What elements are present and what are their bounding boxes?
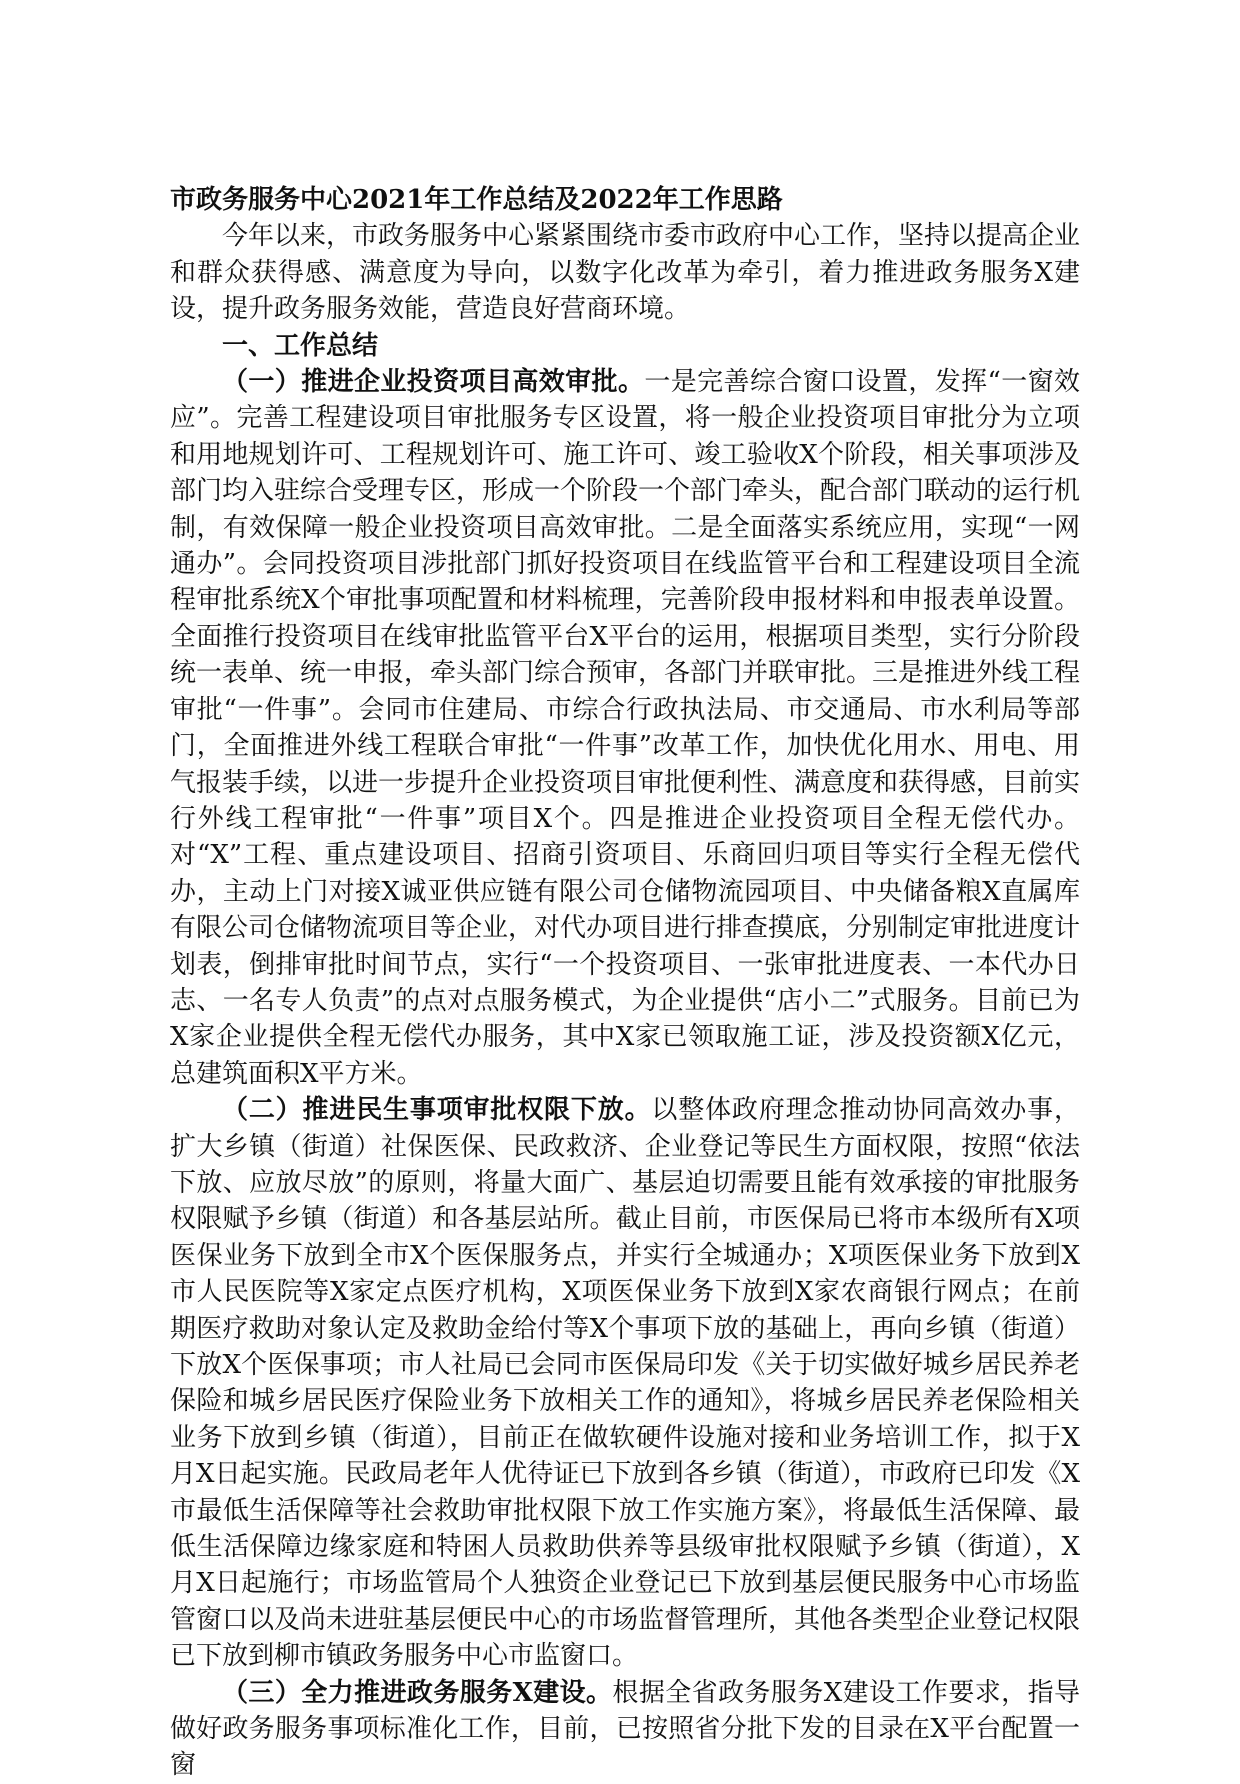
item-1-body: 一是完善综合窗口设置，发挥“一窗效应”。完善工程建设项目审批服务专区设置，将一般企业投资项目审批分为立项和用地规划许可、工程规划许可、施工许可、竣工验收X个阶段，相关事项涉及部门均入驻综合受理专区，形成一个阶段一个部门牵头，配合部门联动的运行机制，有效保障一般企业投资项目高效审批。二是全面落实系统应用，实现“一网通办”。会同投资项目涉批部门抓好投资项目在线监管平台和工程建设项目全流程审批系统X个审批事项配置和材料梳理，完善阶段申报材料和申报表单设置。全面推行投资项目在线审批监管平台X平台的运用，根据项目类型，实行分阶段统一表单、统一申报，牵头部门综合预审，各部门并联审批。三是推进外线工程审批“一件事”。会同市住建局、市综合行政执法局、市交通局、市水利局等部门，全面推进外线工程联合审批“一件事”改革工作，加快优化用水、用电、用气报装手续，以进一步提升企业投资项目审批便利性、满意度和获得感，目前实行外线工程审批“一件事”项目X个。四是推进企业投资项目全程无偿代办。对“X”工程、重点建设项目、招商引资项目、乐商回归项目等实行全程无偿代办，主动上门对接X诚亚供应链有限公司仓储物流园项目、中央储备粮X直属库有限公司仓储物流项目等企业，对代办项目进行排查摸底，分别制定审批进度计划表，倒排审批时间节点，实行“一个投资项目、一张审批进度表、一本代办日志、一名专人负责”的点对点服务模式，为企业提供“店小二”式服务。目前已为X家企业提供全程无偿代办服务，其中X家已领取施工证，涉及投资额X亿元，总建筑面积X平方米。 — [170, 367, 1081, 1089]
item-2-body: 以整体政府理念推动协同高效办事，扩大乡镇（街道）社保医保、民政救济、企业登记等民生方面权限，按照“依法下放、应放尽放”的原则，将量大面广、基层迫切需要且能有效承接的审批服务权限赋予乡镇（街道）和各基层站所。截止目前，市医保局已将市本级所有X项医保业务下放到全市X个医保服务点，并实行全城通办；X项医保业务下放到X市人民医院等X家定点医疗机构，X项医保业务下放到X家农商银行网点；在前期医疗救助对象认定及救助金给付等X个事项下放的基础上，再向乡镇（街道）下放X个医保事项；市人社局已会同市医保局印发《关于切实做好城乡居民养老保险和城乡居民医疗保险业务下放相关工作的通知》，将城乡居民养老保险相关业务下放到乡镇（街道），目前正在做软硬件设施对接和业务培训工作，拟于X月X日起实施。民政局老年人优待证已下放到各乡镇（街道），市政府已印发《X市最低生活保障等社会救助审批权限下放工作实施方案》，将最低生活保障、最低生活保障边缘家庭和特困人员救助供养等县级审批权限赋予乡镇（街道），X月X日起施行；市场监管局个人独资企业登记已下放到基层便民服务中心市场监管窗口以及尚未进驻基层便民中心的市场监督管理所，其他各类型企业登记权限已下放到柳市镇政务服务中心市监窗口。 — [170, 1095, 1081, 1672]
document-body — [170, 182, 1080, 1784]
item-3-lead: （三）全力推进政务服务X建设。 — [222, 1677, 613, 1708]
intro-paragraph: 今年以来，市政务服务中心紧紧围绕市委市政府中心工作，坚持以提高企业和群众获得感、满意度为导向，以数字化改革为牵引，着力推进政务服务X建设，提升政务服务效能，营造良好营商环境。 — [170, 221, 1081, 325]
item-2-lead: （二）推进民生事项审批权限下放。 — [222, 1095, 652, 1126]
section-heading-summary: 一、工作总结 — [222, 330, 379, 361]
document-title: 市政务服务中心2021年工作总结及2022年工作思路 — [170, 185, 783, 215]
item-3-body: 根据全省政务服务X建设工作要求，指导做好政务服务事项标准化工作，目前，已按照省分批下发的目录在X平台配置一窗 — [170, 1677, 1080, 1781]
paragraph-item-1 — [170, 364, 1080, 1092]
item-1-lead: （一）推进企业投资项目高效审批。 — [222, 367, 645, 398]
paragraph-item-2 — [170, 1092, 1080, 1675]
paragraph-item-3 — [170, 1675, 1080, 1784]
